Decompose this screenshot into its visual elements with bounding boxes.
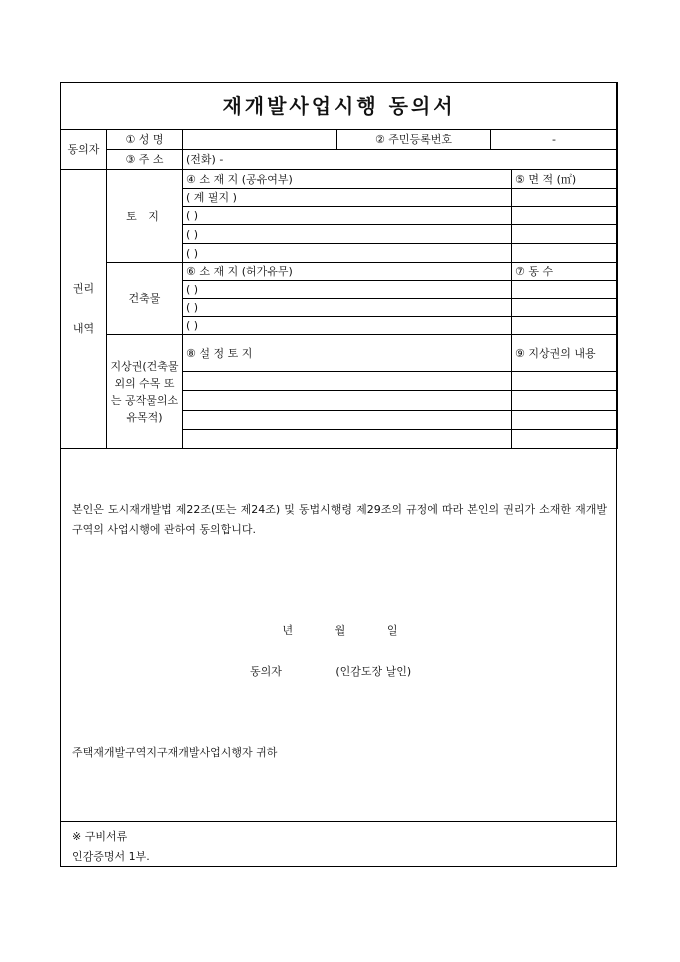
rights-label-line2: 내역 (72, 322, 95, 335)
consent-form-table (60, 82, 618, 449)
surface-content-cell[interactable] (512, 391, 618, 411)
land-location-header: ④ 소 재 지 (공유여부) (183, 170, 512, 189)
building-count-cell[interactable] (512, 299, 618, 317)
surface-land-cell[interactable] (183, 430, 512, 449)
footer-divider (60, 821, 617, 822)
address-label: ③ 주 소 (107, 150, 183, 170)
page-title: 재개발사업시행 동의서 (61, 83, 618, 130)
building-row[interactable]: ( ) (183, 281, 512, 299)
rrn-label: ② 주민등록번호 (336, 130, 490, 149)
date-year: 년 (282, 624, 294, 637)
notes-item: 인감증명서 1부. (72, 850, 150, 863)
seal-label: (인감도장 날인) (335, 665, 412, 678)
surface-content-cell[interactable] (512, 430, 618, 449)
required-documents (72, 827, 150, 867)
surface-rights-label: 지상권(건축물외의 수목 또는 공작물의소유목적) (107, 335, 183, 449)
surface-land-cell[interactable] (183, 411, 512, 430)
name-label: ① 성 명 (107, 130, 183, 150)
rights-label (61, 170, 107, 449)
land-area-cell[interactable] (512, 189, 618, 207)
addressee: 주택재개발구역지구재개발사업시행자 귀하 (72, 746, 278, 759)
building-count-cell[interactable] (512, 281, 618, 299)
date-day: 일 (386, 624, 398, 637)
land-label: 토 지 (107, 170, 183, 263)
building-row[interactable]: ( ) (183, 317, 512, 335)
rights-label-line1: 권리 (72, 282, 95, 295)
land-area-header: ⑤ 면 적 (㎡) (512, 170, 618, 189)
consenter-label: 동의자 (61, 130, 107, 170)
surface-land-header: ⑧ 설 정 토 지 (183, 335, 512, 372)
date-month: 월 (334, 624, 346, 637)
land-row[interactable]: ( ) (183, 225, 512, 244)
surface-content-header: ⑨ 지상권의 내용 (512, 335, 618, 372)
name-field[interactable] (183, 130, 336, 149)
land-row[interactable]: ( ) (183, 207, 512, 225)
land-area-cell[interactable] (512, 207, 618, 225)
building-row[interactable]: ( ) (183, 299, 512, 317)
surface-content-cell[interactable] (512, 411, 618, 430)
address-field[interactable]: (전화) - (183, 150, 618, 170)
signer-label: 동의자 (250, 665, 282, 678)
rrn-field[interactable]: - (491, 130, 618, 150)
notes-header: ※ 구비서류 (72, 830, 128, 843)
date-line (0, 622, 680, 638)
building-label: 건축물 (107, 263, 183, 335)
surface-content-cell[interactable] (512, 372, 618, 391)
land-area-cell[interactable] (512, 244, 618, 263)
surface-land-cell[interactable] (183, 372, 512, 391)
consent-statement: 본인은 도시재개발법 제22조(또는 제24조) 및 동법시행령 제29조의 규정에 따라 본인의 권리가 소재한 재개발구역의 사업시행에 관하여 동의합니다. (72, 503, 607, 536)
signer-line (250, 663, 411, 679)
land-row[interactable]: ( ) (183, 244, 512, 263)
land-row[interactable]: ( 계 필지 ) (183, 189, 512, 207)
building-count-cell[interactable] (512, 317, 618, 335)
surface-land-cell[interactable] (183, 391, 512, 411)
building-count-header: ⑦ 동 수 (512, 263, 618, 281)
land-area-cell[interactable] (512, 225, 618, 244)
building-location-header: ⑥ 소 재 지 (허가유무) (183, 263, 512, 281)
